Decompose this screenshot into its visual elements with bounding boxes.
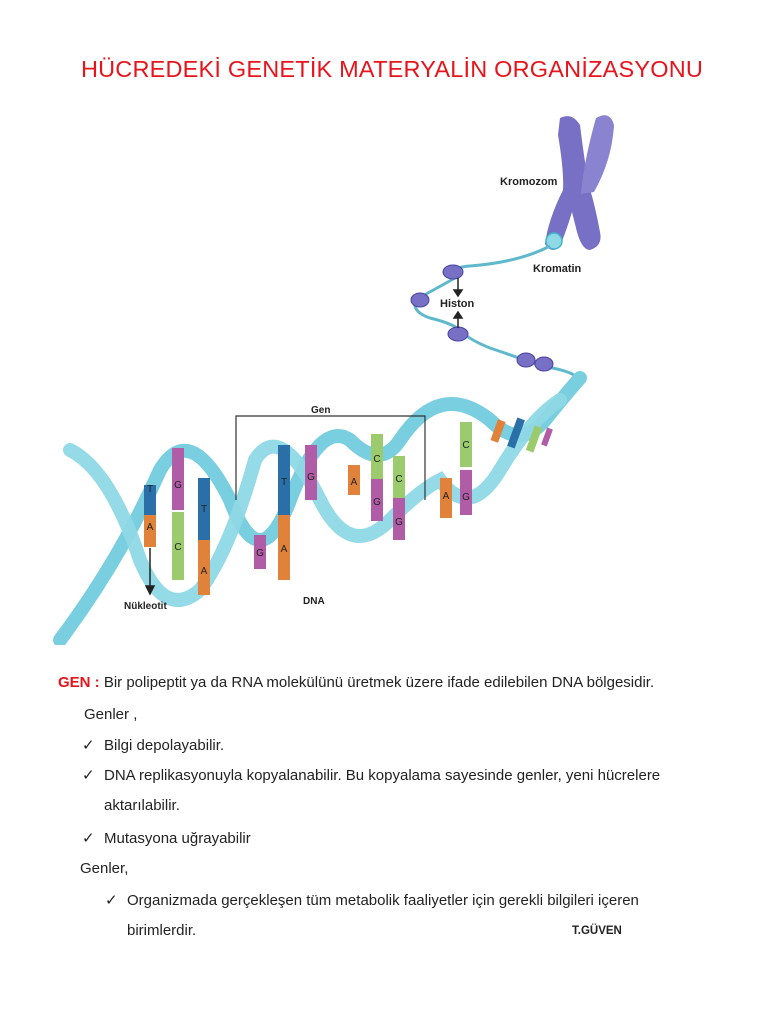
base-label: T [146, 484, 154, 495]
base-label: G [462, 492, 470, 503]
bullet-item [82, 829, 251, 847]
base-label: G [174, 480, 182, 491]
label-nukleotit: Nükleotit [124, 601, 167, 612]
base-label: A [280, 544, 288, 555]
bullet-text: Mutasyona uğrayabilir [104, 830, 251, 847]
base-label: C [462, 440, 470, 451]
bullet-text: DNA replikasyonuyla kopyalanabilir. Bu kopyalama sayesinde genler, yeni hücrelere [104, 767, 661, 784]
gen-definition-text: Bir polipeptit ya da RNA molekülünü üretmek üzere ifade edilebilen DNA bölgesidir. [99, 674, 655, 691]
genler-heading: Genler, [80, 860, 129, 877]
label-kromatin: Kromatin [533, 263, 582, 275]
check-icon: ✓ [82, 767, 95, 784]
bullet-continuation: birimlerdir. [127, 922, 197, 939]
base-label: T [280, 477, 288, 488]
label-dna: DNA [303, 596, 325, 607]
check-icon: ✓ [82, 737, 95, 754]
base-label: G [256, 548, 264, 559]
bullet-text: Organizmada gerçekleşen tüm metabolik faaliyetler için gerekli bilgileri içeren [127, 892, 639, 909]
base-label: A [146, 522, 154, 533]
base-label: G [395, 517, 403, 528]
bullet-continuation: aktarılabilir. [104, 797, 180, 814]
bullet-item [105, 891, 639, 909]
dna-organization-figure [0, 100, 768, 645]
check-icon: ✓ [82, 830, 95, 847]
base-label: T [200, 504, 208, 515]
gen-keyword: GEN : [58, 674, 100, 691]
label-histon: Histon [440, 298, 475, 310]
base-label: G [373, 497, 381, 508]
bullet-text: Bilgi depolayabilir. [104, 737, 225, 754]
base-label: G [307, 472, 315, 483]
base-label: C [395, 474, 403, 485]
page-title: HÜCREDEKİ GENETİK MATERYALİN ORGANİZASYONU [80, 56, 704, 82]
author-signature: T.GÜVEN [572, 925, 622, 937]
base-label: A [200, 566, 208, 577]
gene-definition [58, 674, 654, 691]
base-label: A [350, 477, 358, 488]
genler-heading: Genler , [84, 706, 138, 723]
base-label: C [373, 454, 381, 465]
label-gen: Gen [311, 405, 331, 416]
check-icon: ✓ [105, 892, 118, 909]
base-label: A [442, 491, 450, 502]
label-kromozom: Kromozom [500, 176, 558, 188]
bullet-item [82, 766, 660, 784]
base-label: C [174, 542, 182, 553]
bullet-item [82, 736, 224, 754]
